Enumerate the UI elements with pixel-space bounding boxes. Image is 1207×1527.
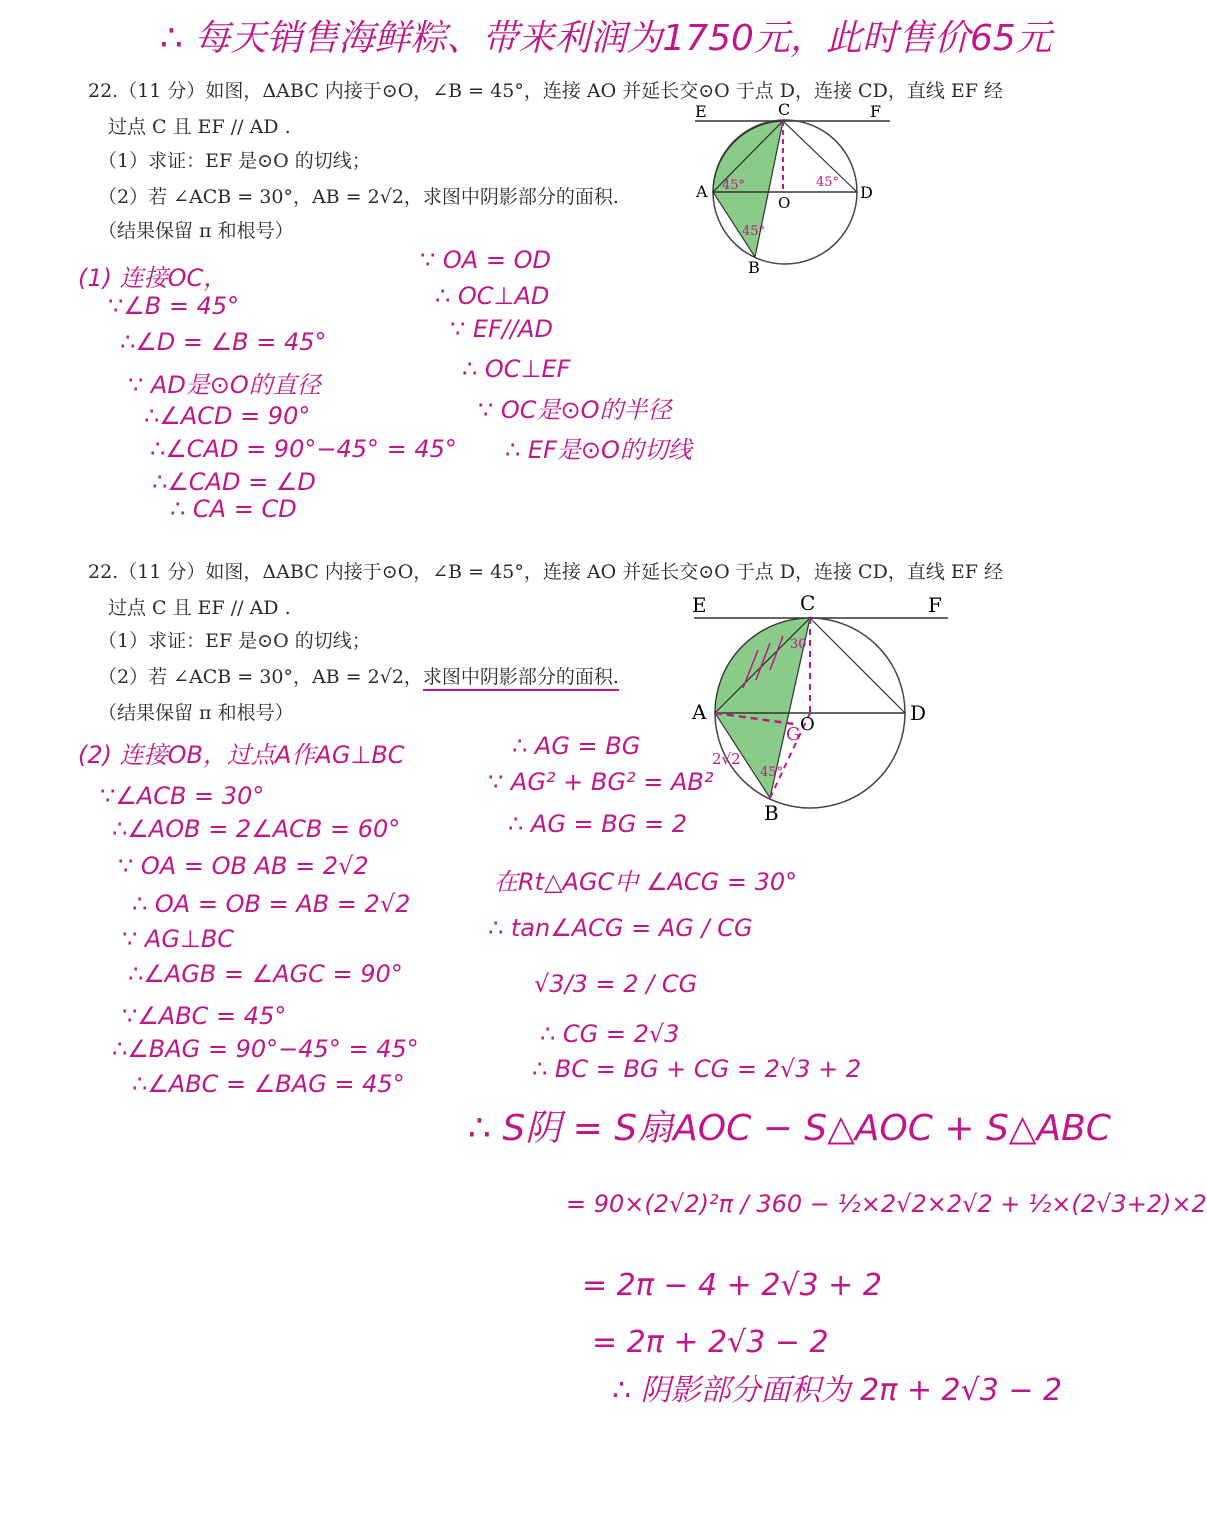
problem-part2: [98, 182, 619, 209]
label-D-1: D: [860, 183, 873, 202]
sol1-line: ∴∠ACD = 90°: [144, 402, 311, 430]
sol2-line: ∴ CG = 2√3: [540, 1020, 680, 1048]
sol2-line: 在Rt△AGC中 ∠ACG = 30°: [494, 868, 798, 896]
label-F-1: F: [870, 102, 882, 121]
label-F-2: F: [928, 593, 942, 617]
sol2-line: ∴ OA = OB = AB = 2√2: [132, 890, 411, 918]
problem-line2: 过点 C 且 EF // AD .: [108, 597, 291, 619]
sol2-line: ∵∠ACB = 30°: [100, 782, 265, 810]
sol2-line: ∴∠ABC = ∠BAG = 45°: [132, 1070, 405, 1098]
length-AB-2: 2√2: [712, 750, 741, 768]
label-E-2: E: [692, 593, 707, 617]
label-C-2: C: [800, 591, 816, 615]
sol2-line: ∵ OA = OB AB = 2√2: [118, 852, 369, 880]
angle-B-1: 45°: [742, 224, 766, 239]
sol1-line: ∵∠B = 45°: [108, 292, 240, 320]
final-line: ∴ S阴 = S扇AOC − S△AOC + S△ABC: [468, 1108, 1111, 1149]
sol1-line: ∵ OC是⊙O的半径: [478, 396, 672, 424]
figure-2: [688, 588, 950, 828]
final-line: = 2π − 4 + 2√3 + 2: [582, 1268, 882, 1303]
problem-part2: [98, 662, 619, 689]
sol2-line: ∴ AG = BG: [512, 732, 641, 760]
sol2-line: ∴∠AOB = 2∠ACB = 60°: [112, 815, 401, 843]
label-O-1: O: [778, 194, 791, 212]
sol1-line: ∵ OA = OD: [420, 246, 551, 274]
sol2-line: ∵ AG² + BG² = AB²: [488, 768, 714, 796]
problem-part2-a: （2）若 ∠ACB = 30°，AB = 2√2，: [98, 186, 423, 208]
sol2-line: √3/3 = 2 / CG: [534, 970, 698, 998]
label-E-1: E: [695, 102, 707, 121]
final-line: ∴ 阴影部分面积为 2π + 2√3 − 2: [612, 1373, 1063, 1408]
label-B-2: B: [764, 801, 779, 825]
problem-part1: （1）求证：EF 是⊙O 的切线；: [98, 150, 371, 172]
problem-line2: 过点 C 且 EF // AD .: [108, 116, 291, 138]
sol2-line: ∴ tan∠ACG = AG / CG: [488, 914, 753, 942]
label-A-1: A: [696, 182, 708, 201]
problem-note: （结果保留 π 和根号）: [98, 220, 294, 242]
final-line: = 90×(2√2)²π / 360 − ½×2√2×2√2 + ½×(2√3+2)×2: [566, 1190, 1207, 1218]
figure-1: [690, 95, 900, 280]
sol1-line: ∴∠CAD = ∠D: [152, 468, 316, 496]
sol1-line: ∴ OC⊥AD: [435, 282, 550, 310]
label-D-2: D: [910, 701, 927, 725]
top-note: ∴ 每天销售海鲜粽、带来利润为1750元，此时售价65元: [160, 18, 1052, 59]
angle-A-1: 45°: [722, 178, 746, 193]
sol1-line: ∴ CA = CD: [170, 495, 297, 523]
sol1-line: ∴∠CAD = 90°−45° = 45°: [150, 435, 457, 463]
label-G-2: G: [786, 724, 801, 745]
problem-note: （结果保留 π 和根号）: [98, 702, 294, 724]
problem-part1: （1）求证：EF 是⊙O 的切线；: [98, 630, 371, 652]
sol2-line: ∴∠AGB = ∠AGC = 90°: [128, 960, 403, 988]
sol1-line: ∵ AD是⊙O的直径: [128, 371, 321, 399]
problem-line1: 22.（11 分）如图，ΔABC 内接于⊙O，∠B = 45°，连接 AO 并延长交⊙O 于点 D，连接 CD，直线 EF 经: [88, 80, 1003, 102]
angle-B-2: 45°: [760, 765, 784, 780]
sol1-line: ∴∠D = ∠B = 45°: [120, 328, 327, 356]
sol1-line: ∵ EF//AD: [450, 315, 553, 343]
problem-part2-b: 求图中阴影部分的面积.: [423, 666, 619, 691]
sol2-line: ∵∠ABC = 45°: [122, 1002, 287, 1030]
label-A-2: A: [692, 700, 707, 724]
final-line: = 2π + 2√3 − 2: [592, 1325, 829, 1360]
sol1-line: (1) 连接OC，: [78, 264, 228, 292]
label-B-1: B: [748, 258, 760, 277]
angle-C-2: 30: [790, 637, 807, 652]
problem-part2-b: 求图中阴影部分的面积.: [422, 186, 619, 208]
problem-part2-a: （2）若 ∠ACB = 30°，AB = 2√2，: [98, 666, 423, 688]
angle-D-1: 45°: [816, 175, 840, 190]
sol1-line: ∴ OC⊥EF: [462, 355, 571, 383]
problem-line1: 22.（11 分）如图，ΔABC 内接于⊙O，∠B = 45°，连接 AO 并延长交⊙O 于点 D，连接 CD，直线 EF 经: [88, 561, 1003, 583]
label-O-2: O: [800, 714, 815, 735]
sol2-line: ∴ AG = BG = 2: [508, 810, 687, 838]
label-C-1: C: [778, 100, 791, 119]
sol1-line: ∴ EF是⊙O的切线: [505, 436, 692, 464]
sol2-line: ∴ BC = BG + CG = 2√3 + 2: [532, 1055, 862, 1083]
sol2-line: ∴∠BAG = 90°−45° = 45°: [112, 1035, 419, 1063]
sol2-line: ∵ AG⊥BC: [122, 925, 235, 953]
sol2-line: (2) 连接OB，过点A作AG⊥BC: [78, 741, 405, 769]
